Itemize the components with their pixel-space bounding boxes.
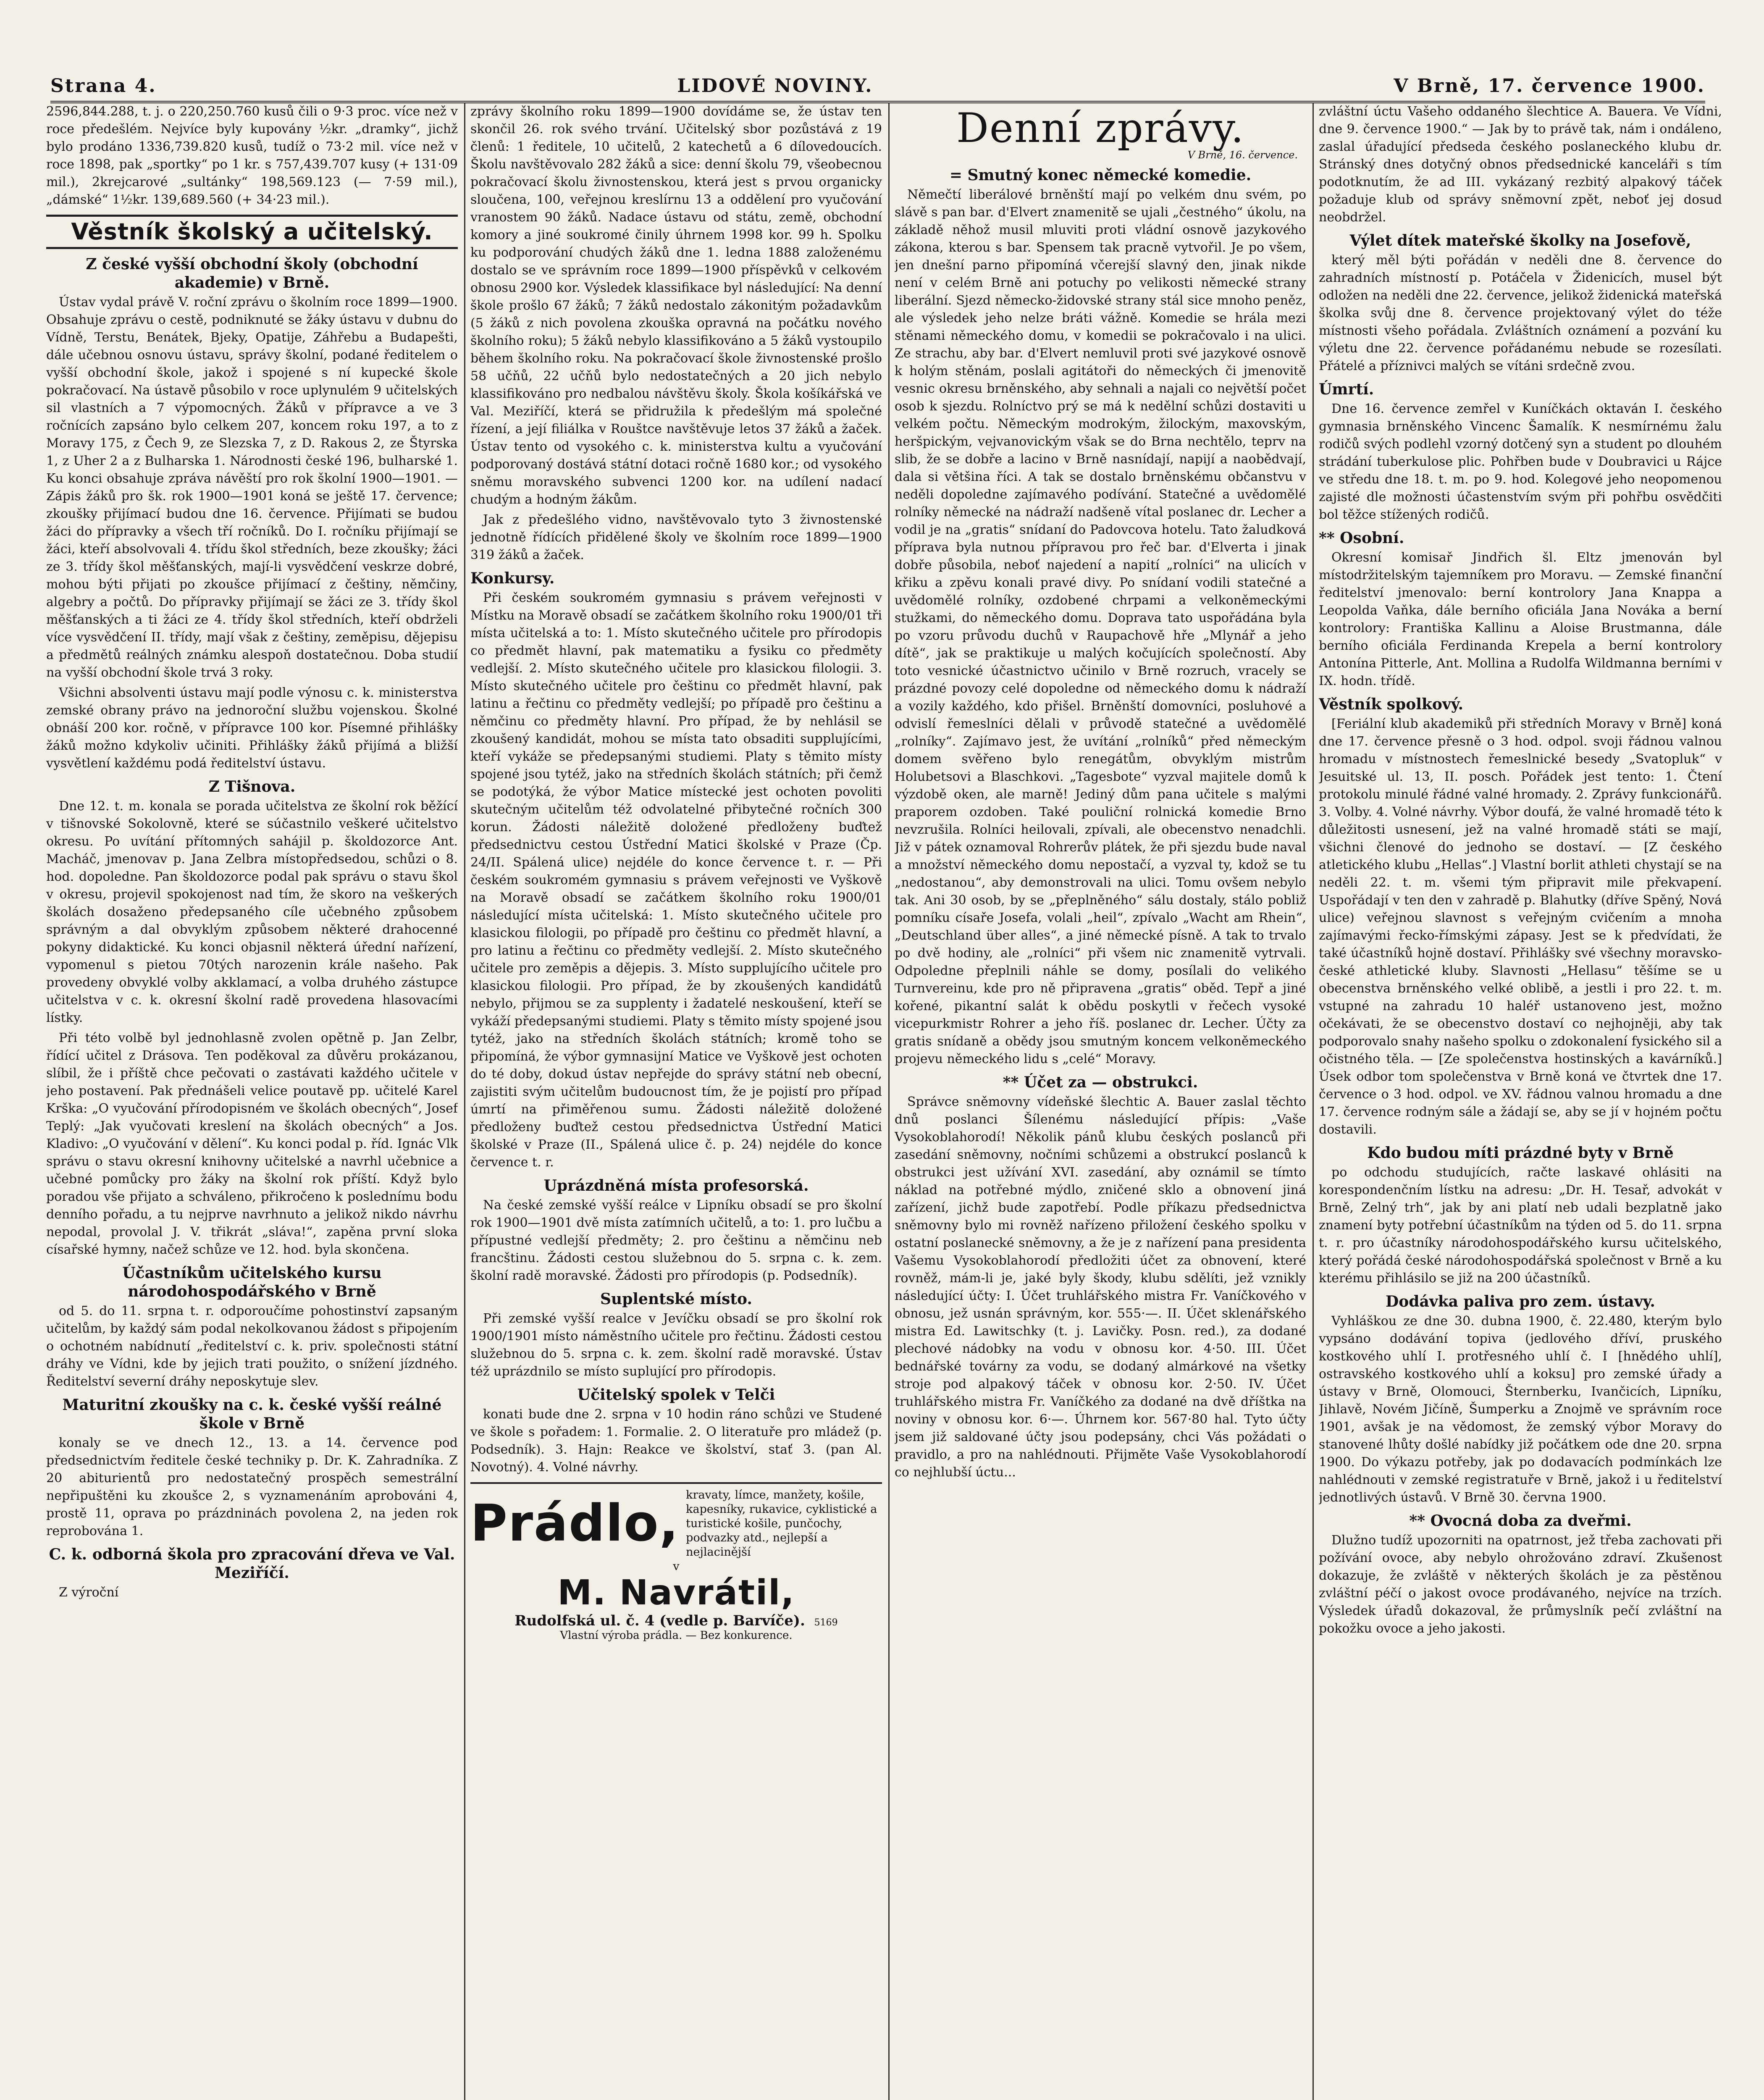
article-heading: Konkursy. bbox=[470, 570, 555, 587]
column-rule bbox=[464, 103, 465, 2100]
article-text: Němečtí liberálové brněnští mají po velkém dnu svém, po slávě s pan bar. d'Elvert znamenitě se ujali „čestného“ úkolu, na základě něhož musil mluviti proti vládní osnově jazykového zákona, kterou s bar. Spensem tak pracně vytvořil. Je po všem, jen dnešní parno připomíná včerejší slavný den, jinak nikde není v celém Brně ani potuchy po velikosti německé strany liberální. Sjezd německo-židovské strany stál sice mnoho peněz, ale výsledek jeho nelze bráti vážně. Komedie se hrála mezi stěnami německého domu, v komedii se pokračovalo i na ulici. Ze strachu, aby bar. d'Elvert nemluvil proti své jazykové osnově k holým stěnám, poslali agitátoři do německých či jmenovitě vesnic okresu brněnského, aby sehnali a najali co největší počet osob k sjezdu. Rolníctvo prý se má k nedělní schůzi dostaviti u velkém počtu. Německým modrokým, žilockým, maxovským, heršpickým, vejvanovickým však se do Brna nechtělo, teprv na slib, že se dobře a lacino v Brně nasnídají, napijí a naobědvají, dala si většina říci. A tak se dostalo brněnskému občanstvu v neděli dopoledne zajímavého podívání. Statečné a uvědomělé rolníky německé na nádraží nadšeně vítal poslanec dr. Lecher a vodil je na „gratis“ snídaní do Padovcova hotelu. Tato žaludková příprava byla nutnou přípravou pro řeč bar. d'Elverta i jinak dobře působila, neboť najedení a napití „rolníci“ na ulicích v křiku a zpěvu konali pravé divy. Po snídaní vodili statečné a uvědomělé rolníky, ozdobené chrpami a velkoněmeckými stužkami, do německého domu. Doprava tato uspořádána byla po vzoru průvodu duchů v Raupachově hře „Mlynář a jeho dítě“, jak se praktikuje u malých kočujících společností. Aby toto vesnické účastnictvo učinilo v Brně rozruch, vracely se prázdné povozy celé dopoledne od německého domu k nádraží a vozily každého, kdo přišel. Brněnští domovníci, posluhové a odvislí řemeslníci dělali v průvodě statečné a uvědomělé „rolníky“. Zajímavo jest, že uvítání „rolníků“ před německým domem svěřeno bylo renegátům, obvyklým mistrům Holubetsovi a Blaschkovi. „Tagesbote“ vyzval majitele domů k výzdobě oken, ale marně! Jediný dům pana učitele s malými praporem ozdoben. Také pouliční rolnická komedie Brno nevzrušila. Rolníci heilovali, zpívali, ale obecenstvo nenadchli. Již v pátek oznamoval Rohrerův plátek, že při sjezdu bude naval a množství německého domu nepostačí, a vyzval ty, kdož se tu „nedostanou“, aby demonstrovali na ulici. Tomu ovšem nebylo tak. Ani 30 osob, by se „přeplněného“ sálu dostaly, stálo pobliž pomníku císaře Josefa, volali „heil“, zpívalo „Wacht am Rhein“, „Deutschland über alles“, a jiné německé písně. A tak to trvalo po dvě hodiny, ale „rolníci“ při všem nic znamenitě vytrvali. Odpoledne přeplnili náhle se domy, posílali do velikého Turnvereinu, kde pro ně připravena „gratis“ oběd. Tepř a jiné kořené, pikantní salát k obědu poskytli v řečech vysoké vicepurkmistr Rohrer a jeho říš. poslanec dr. Lecher. Účty za gratis snídaně a obědy jsou smutným koncem velkoněmeckého projevu německého lidu s „celé“ Moravy. bbox=[895, 187, 1306, 1066]
article-text: zprávy školního roku 1899—1900 dovídáme se, že ústav ten skončil 26. rok svého trvání. Učitelský sbor pozůstává z 19 členů: 1 ředitele, 10 učitelů, 2 katechetů a 6 dílovedoucích. Školu navštěvovalo 282 žáků a sice: denní školu 79, všeobecnou pokračovací školu živnostenskou, která jest s prvou organicky sloučena, 100, veřejnou kreslírnu 13 a oddělení pro vyučování vranostem 90 žáků. Nadace ústavu od státu, země, obchodní komory a jiné soukromé činily úhrnem 1998 kor. 99 h. Spolku ku podporování chudých žáků dne 1. ledna 1888 založenému dostalo se ve správním roce 1899—1900 příspěvků v celkovém obnosu 2900 kor. Výsledek klassifikace byl následující: Na denní škole prošlo 67 žáků; 7 žáků nedostalo zákonitým požadavkům (5 žáků z nich povolena zkouška opravná na počátku nového školního roku); 5 žáků nebylo klassifikováno a 5 žáků vystoupilo během školního roku. Na pokračovací škole živnostenské prošlo 58 učňů, 22 učňů bylo nedostatečných a 20 jich nebylo klassifikováno pro nedbalou návštěvu školy. Škola košíkářská ve Val. Meziříčí, která se přidružila k předešlým má společné řízení, a její filiálka v Rouštce navštěvuje letos 37 žáků a žaček. Ústav tento od vysokého c. k. ministerstva kultu a vyučování podporovaný dostává státní dotaci ročně 1680 kor.; od vysokého sněmu moravského subvenci 1200 kor. na udílení nadací chudým a hodným žákům. bbox=[470, 104, 882, 507]
article-text: Vyhláškou ze dne 30. dubna 1900, č. 22.480, kterým bylo vypsáno dodávání topiva (jedlového dříví, pruského kostkového uhlí I. protřesného uhlí č. I [hnědého uhlí], ostravského kostkového uhlí a koksu] pro zemské úřady a ústavy v Brně, Olomouci, Šternberku, Ivančicích, Lipníku, Jihlavě, Novém Jičíně, Šumperku a Znojmě ve správním roce 1901, avšak je na vědomost, že zemský výbor Moravy do stanovené lhůty došlé nabídky již počátkem ode dne 20. srpna 1900. Do výkazu potřeby, jak po dodavacích podmínkách lze nahlédnouti v zemské registratuře v Brně, jakož i u ředitelství jednotlivých ústavů. V Brně 30. června 1900. bbox=[1319, 1314, 1722, 1505]
page-number: Strana 4. bbox=[50, 75, 157, 97]
article-text: Všichni absolventi ústavu mají podle výnosu c. k. ministerstva zemské obrany právo na jednoroční službu vojenskou. Školné obnáší 200 kor. ročně, v přípravce 100 kor. Písemné přihlášky žáků možno kdykoliv učiniti. Přihlášky žáků přijímá a bližší vysvětlení každému podá ředitelství ústavu. bbox=[46, 685, 458, 771]
article-text: Při českém soukromém gymnasiu s právem veřejnosti v Místku na Moravě obsadí se začátkem školního roku 1900/01 tři místa učitelská a to: 1. Místo skutečného učitele pro přírodopis co předmět hlavní, pak matematiku a fysiku co předměty vedlejší. 2. Místo skutečného učitele pro klasickou filologii. 3. Místo skutečného učitele pro češtinu co předmět hlavní, pak latinu a řečtinu co předměty vedlejší; po případě pro češtinu a němčinu co předměty hlavní. Pro případ, že by nehlásil se zkoušený kandidát, mohou se místa tato obsaditi supplujícími, kteří vykáže se předepsanými studiemi. Platy s těmito místy spojené jsou tytéž, jako na středních školách státních; při čemž se podotýká, že výbor Matice místecké jest ochoten povoliti skutečným učitelům též odvolatelné přibytečné ročních 300 korun. Žádosti náležitě doložené předloženy buďtež předsednictvu cestou Ústřední Matici školské v Praze (Čp. 24/II. Spálená ulice) nejdéle do konce července t. r. — Při českém soukromém gymnasiu s právem veřejnosti ve Vyškově na Moravě obsadí se začátkem školního roku 1900/01 následující místa učitelská: 1. Místo skutečného učitele pro klasickou filologii, po případě pro češtinu co předmět hlavní, a pro latinu a řečtinu co předměty vedlejší. 2. Místo skutečného učitele pro zeměpis a dějepis. 3. Místo supplujícího učitele pro klasickou filologii. Pro případ, že by zkoušených kandidátů nebylo, přijmou se za supplenty i žadatelé neskoušení, kteří se vykáží předepsanými studiemi. Platy s těmito místy spojené jsou tytéž, jako na středních školách státních; kromě toho se připomíná, že výbor gymnasijní Matice ve Vyškově jest ochoten do té doby, dokud ústav nepřejde do správy státní neb obecní, zajistiti svým učitelům budoucnost tím, že je pojistí pro případ úmrtí na přiměřenou sumu. Žádosti náležitě doložené předloženy buďtež cestou předsednictva Ústřední Matici školské v Praze (II., Spálená ulice č. p. 24) nejdéle do konce července t. r. bbox=[470, 591, 882, 1170]
article-heading: Suplentské místo. bbox=[600, 1290, 752, 1308]
article-heading: ** Účet za — obstrukci. bbox=[1003, 1074, 1198, 1091]
article-text: Okresní komisař Jindřich šl. Eltz jmenován byl místodržitelským tajemníkem pro Moravu. — Zemské finanční ředitelství jmenovalo: berní kontrolory Jana Knappa a Leopolda Vaňka, dále berního oficiála Jana Nováka a berní kontrolory: Františka Kallinu a Aloise Brustmanna, dále berního oficiála Ferdinanda Krepela a berní kontrolory Antonína Pitterle, Ant. Mollina a Rudolfa Wildmanna berními v IX. hodn. třídě. bbox=[1319, 550, 1722, 688]
ad-address bbox=[470, 1612, 882, 1629]
ad-connector: v bbox=[673, 1560, 680, 1573]
article-text: Dne 12. t. m. konala se porada učitelstva ze školní rok běžící v tišnovské Sokolovně, které se súčastnilo veškeré učitelstvo okresu. Po uvítání přítomných sahájil p. školdozorce Ant. Macháč, jmenovav p. Jana Zelbra místopředsedou, schůzi o 8. hod. dopoledne. Pan školdozorce podal pak správu o stavu škol v okresu, projevil spokojenost nad tím, že skoro na veškerých školách dosaženo předepsaného cíle učebného způsobem správným a dal obvyklým způsobem některé drahocenné pokyny didaktické. Ku konci objasnil některá úřední nařízení, vypomenul s pietou 70tých narozenin krále našeho. Pak provedeny obvyklé volby akklamací, a volba druhého zástupce učitelstva v c. k. okresní školní radě provedena hlasovacími lístky. bbox=[46, 799, 458, 1025]
ad-number: 5169 bbox=[814, 1617, 838, 1628]
ad-headline-row bbox=[470, 1488, 882, 1559]
article-text: Z výroční bbox=[59, 1585, 119, 1600]
dateline: V Brně, 16. července. bbox=[1187, 149, 1298, 161]
column-rule bbox=[888, 103, 890, 2100]
ad-headline: Prádlo, bbox=[470, 1494, 680, 1553]
advertisement bbox=[470, 1482, 882, 1642]
article-heading: Z české vyšší obchodní školy (obchodní akademie) v Brně. bbox=[86, 255, 418, 291]
issue-date: V Brně, 17. července 1900. bbox=[1394, 75, 1705, 97]
article-text: Správce sněmovny vídeňské šlechtic A. Bauer zaslal těchto dnů poslanci Šílenému následující přípis: „Vaše Vysokoblahorodí! Několik pánů klubu českých poslanců při zasedání sněmovny, nočními schůzemi a obstrukcí poslanců k obstrukci jest užívání XVI. zasedání, aby oznámil se tímto náklad na potřebné mýdlo, zničené sklo a obnovení jiná zařízení, jichž bude zapotřebí. Podle příkazu předsednictva sněmovny bylo mi rovněž nařízeno přiložení českého spolku v ostatní poslanecké sněmovny, a že je z nařízení pana presidenta Vašemu Vysokoblahorodí předložiti účet za obnovení, které rovněž, mám-li je, jaké byly škody, klubu sdělíti, jež vznikly následující účty: I. Účet truhlářského mistra Fr. Vaníčkového v obnosu, jež usnán správným, kor. 555·—. II. Účet sklenářského mistra Ed. Lawitschky (t. j. Lavičky. Posn. red.), za dodané plechové nádobky na vodu v obnosu kor. 4·50. III. Účet bednářské továrny za vodu, se dodaný almárkové na všetky stroje pod alpakový táček v obnosu kor. 2·50. IV. Účet truhlářského mistra Fr. Vaníčkého za dodané na dvě dříštka na noviny v obnosu kor. 6·—. Úhrnem kor. 567·80 hal. Tyto účty jsem již saldované účty jsou podepsány, chci Vás požádati o pravidlo, a pro na nahlédnouti. Přijměte Vaše Vysokoblahorodí co nejhlubší úctu... bbox=[895, 1095, 1306, 1480]
ad-address-text: Rudolfská ul. č. 4 (vedle p. Barvíče). bbox=[514, 1612, 805, 1629]
article-heading: ** Osobní. bbox=[1319, 529, 1404, 547]
article-heading: Účastníkům učitelského kursu národohospodářského v Brně bbox=[122, 1264, 382, 1300]
article-heading: = Smutný konec německé komedie. bbox=[949, 166, 1252, 184]
article-text: [Feriální klub akademiků při středních Moravy v Brně] koná dne 17. července přesně o 3 hod. odpol. svoji řádnou valnou hromadu v místnostech řemeslnické besedy „Svatopluk“ v Jesuitské ul. 13, II. posch. Pořádek jest tento: 1. Čtení protokolu minulé řádné valné hromady. 2. Zprávy funkcionářů. 3. Volby. 4. Volné návrhy. Výbor doufá, že valné hromadě této k důležitosti usnesení, jež na valné hromadě státi se mají, všichni členové do jednoho se dostaví. — [Z českého atletického klubu „Hellas“.] Vlastní borlit athleti chystají se na neděli 22. t. m. všemi tým připravit mile překvapení. Uspořádají v ten den v zahradě p. Blahutky (dříve Spěný, Nová ulice) veřejnou slavnost s veřejným cvičením a mnoha zajímavými řecko-římskými zápasy. Jest se k předvídati, že také účastníků hojně dostaví. Přihlášky své všechny moravsko-české athletické kluby. Slavnosti „Hellasu“ těšíme se u obecenstva brněnského velké oblibě, a jestli i pro 22. t. m. vstupné na zahradu 10 haléř ustanoveno jest, možno očekávati, že se obecenstvo dostaví co nejhojněji, aby tak podporovalo snahy našeho spolku o zdokonalení fysického sil a očistného těla. — [Ze společenstva hostinských a kavárníků.] Úsek odbor tom společenstva v Brně koná ve čtvrtek dne 17. července o 3 hod. odpol. ve XV. řádnou valnou hromadu a dne 17. července rodným sále a žádají se, aby se jí v hojném počtu dostavili. bbox=[1319, 717, 1722, 1137]
article-text: zvláštní úctu Vašeho oddaného šlechtice A. Bauera. Ve Vídni, dne 9. července 1900.“ — Jak by to právě tak, nám i ondáleno, zaslal úřadující předseda českého poslaneckého klubu dr. Stránský dnes dotyčný obnos předsednické kanceláři s tím podotknutím, že ad III. vykázaný rezbitý alpakový táček požaduje klub od správy sněmovní zpět, neboť jej dosud neobdržel. bbox=[1319, 104, 1722, 225]
article-heading: Učitelský spolek v Telči bbox=[577, 1386, 775, 1404]
section-title: Denní zprávy. bbox=[956, 105, 1245, 152]
article-heading: Dodávka paliva pro zem. ústavy. bbox=[1386, 1293, 1655, 1310]
column-4 bbox=[1319, 103, 1722, 2100]
article-text: Jak z předešlého vidno, navštěvovalo tyto 3 živnostenské jednotně řídících přidělené školy ve školním roce 1899—1900 319 žáků a žaček. bbox=[470, 512, 882, 562]
article-text: 2596,844.288, t. j. o 220,250.760 kusů čili o 9·3 proc. více než v roce předešlém. Nejvíce byly kupovány ½kr. „dramky“, jichž bylo prodáno 1336,739.820 kusů, tudíž o 73·2 mil. více než v roce 1898, pak „sportky“ po 1 kr. s 757,439.707 kusy (+ 131·09 mil.), 2krejcarové „sultánky“ 198,569.123 (— 7·59 mil.), „dámské“ 1½kr. 139,689.560 (+ 34·23 mil.). bbox=[46, 104, 458, 207]
newspaper-title: LIDOVÉ NOVINY. bbox=[677, 75, 873, 97]
article-heading: ** Ovocná doba za dveřmi. bbox=[1409, 1512, 1632, 1530]
article-text: který měl býti pořádán v neděli dne 8. července do zahradních místností p. Potáčela v Židenicích, musel být odložen na neděli dne 22. července, jelikož židenická mateřská školka svůj dne 8. července projektovaný výlet do téže místnosti všeho pořádala. Zvláštních oznámení a pozvání ku výletu dne 22. července pořádanému nebude se rozesílati. Přátelé a příznivci malých se vítáni srdečně zvou. bbox=[1319, 253, 1722, 373]
article-text: po odchodu studujících, račte laskavé ohlásiti na korespondenčním lístku na adresu: „Dr. H. Tesař, advokát v Brně, Zelný trh“, jak by ani platí neb udali bezplatně jako znamení byty potřební účastníkům na týden od 5. do 11. srpna t. r. pro účastníky národohospodářského kursu učitelského, který pořádá české národohospodářská společnost v Brně a ku kterému přihlásilo se již na 200 účastníků. bbox=[1319, 1165, 1722, 1286]
article-text: konaly se ve dnech 12., 13. a 14. července pod předsednictvím ředitele české techniky p. Dr. K. Zahradníka. Z 20 abiturientů pro nedostatečný prospěch semestrální nepřipuštěni ku zkoušce 2, s vyznamenáním aprobováni 4, prostě 11, oprava po prázdninách povolena 2, na jeden rok reprobována 1. bbox=[46, 1436, 458, 1538]
column-1 bbox=[46, 103, 458, 2100]
article-heading: Kdo budou míti prázdné byty v Brně bbox=[1367, 1144, 1674, 1162]
article-text: Ústav vydal právě V. roční zprávu o školním roce 1899—1900. Obsahuje zprávu o cestě, podniknuté se žáky ústavu v dubnu do Vídně, Terstu, Benátek, Bjeky, Opatije, Záhřebu a Budapešti, dále učebnou osnovu ústavu, správy školní, podané ředitelem o vyšší obchodní škole, jakož i spojené s ní kupecké škole pokračovací. Na ústavě působilo v roce uplynulém 9 učitelských sil vlastních a 7 výpomocných. Žáků v přípravce a ve 3 ročnících zapsáno bylo celkem 207, koncem roku 197, a to z Moravy 175, z Čech 9, ze Slezska 7, z D. Rakous 2, ze Štyrska 1, z Uher 2 a z Bulharska 1. Národnosti české 196, bulharské 1. Ku konci obsahuje zpráva návěští pro rok školní 1900—1901. — Zápis žáků pro šk. rok 1900—1901 koná se ještě 17. července; zkoušky přijímací budou dne 16. července. Přijímati se budou žáci do přípravky a všech tří ročníků. Do I. ročníku přijímají se žáci, kteří absolvovali 4. třídu škol středních, beze zkoušky; žáci ze 3. třídy škol měšťanských, mají-li vysvědčení veskrze dobré, mohou býti přijati po zkoušce přijímací z češtiny, němčiny, algebry a počtů. Do přípravky přijímají se žáci ze 3. třídy škol měšťanských a ti žáci ze 4. třídy škol středních, kteří obdrželi více vysvědčení II. třídy, mají však z češtiny, zeměpisu, dějepisu a předmětů reálných známku alespoň dostatečnou. Doba studií na vyšší obchodní škole trvá 3 roky. bbox=[46, 295, 458, 680]
ad-footer: Vlastní výroba prádla. — Bez konkurence. bbox=[560, 1629, 793, 1642]
ad-merchant-name: M. Navrátil, bbox=[557, 1573, 795, 1613]
article-text: Na české zemské vyšší reálce v Lipníku obsadí se pro školní rok 1900—1901 dvě místa zatímních učitelů, a to: 1. pro lučbu a přípustné vedlejší předměty; 2. pro češtinu a němčinu neb francštinu. Žádosti cestou služebnou do 5. srpna c. k. zem. školní radě moravské. Žádosti pro přírodopis (p. Podsedník). bbox=[470, 1198, 882, 1283]
ad-description: kravaty, límce, manžety, košile, kapesníky, rukavice, cyklistické a turistické košile, punčochy, podvazky atd., nejlepší a nejlacinější bbox=[686, 1488, 877, 1559]
article-text: Při této volbě byl jednohlasně zvolen opětně p. Jan Zelbr, řídící učitel z Drásova. Ten poděkoval za důvěru prokázanou, slíbil, že i příště chce pečovati o zastávati každého učitele v jeho postavení. Pak přednášeli velice poutavě pp. učitelé Karel Krška: „O vyučování přírodopisném ve školách obecných“, Josef Teplý: „Jak vyučovati kreslení na školách obecných“ a Jos. Kladivo: „O vyučování v dělení“. Ku konci podal p. říd. Ignác Vlk správu o stavu okresní knihovny učitelské a navrhl učebnice a učebné pomůcky pro žáky na školní rok příští. Když bylo poradou vše přijato a schváleno, přikročeno k poslednímu bodu denního pořadu, a tu nejprve navrhnuto a jelikož nikdo návrhu nepodal, provolal J. V. třikrát „sláva!“, zapěna první sloka císařské hymny, načež schůze ve 12. hod. byla skončena. bbox=[46, 1031, 458, 1257]
article-heading: Výlet dítek mateřské školky na Josefově, bbox=[1349, 232, 1691, 249]
article-text: Při zemské vyšší realce v Jevíčku obsadí se pro školní rok 1900/1901 místo náměstního učitele pro řečtinu. Žádosti cestou služebnou do 5. srpna c. k. zem. školní radě moravské. Ústav též uprázdnilo se místo suplující pro přírodopis. bbox=[470, 1311, 882, 1379]
column-3 bbox=[895, 103, 1306, 2100]
article-text: Dlužno tudíž upozorniti na opatrnost, jež třeba zachovati při požívání ovoce, aby nebylo ohrožováno zdraví. Zkušenost dokazuje, že zvláště v některých školách je za pěstěnou zvláštní péčí o jakost ovoce prodávaného, nejvíce na trzích. Výsledek úřadů dokazoval, že průmyslník pečí zvláštní na pokožku ovoce a jeho jakosti. bbox=[1319, 1533, 1722, 1636]
article-text: od 5. do 11. srpna t. r. odporoučíme pohostinství zapsaným učitelům, by každý sám podal nekolkovanou žádost s připojením o ochotném nabídnutí „ředitelství c. k. priv. společnosti státní dráhy ve Vídni, kde by jejich trati použito, o snížení jízdného. Ředitelství severní dráhy neposkytuje slev. bbox=[46, 1304, 458, 1389]
article-heading: Úmrtí. bbox=[1319, 381, 1374, 398]
column-2 bbox=[470, 103, 882, 2100]
article-heading: C. k. odborná škola pro zpracování dřeva ve Val. Meziříčí. bbox=[49, 1546, 455, 1582]
column-rule bbox=[1312, 103, 1314, 2100]
article-heading: Uprázdněná místa profesorská. bbox=[543, 1177, 809, 1194]
section-heading: Věstník školský a učitelský. bbox=[46, 215, 458, 249]
page-header bbox=[50, 63, 1705, 103]
article-text: konati bude dne 2. srpna v 10 hodin ráno schůzi ve Studené ve škole s pořadem: 1. Formalie. 2. O literatuře pro mládež (p. Podsedník). 3. Hajn: Reakce ve školství, stať 3. (pan Al. Novotný). 4. Volné návrhy. bbox=[470, 1407, 882, 1475]
article-heading: Maturitní zkoušky na c. k. české vyšší reálné škole v Brně bbox=[62, 1396, 442, 1432]
article-heading: Z Tišnova. bbox=[208, 778, 296, 795]
article-heading: Věstník spolkový. bbox=[1319, 696, 1464, 713]
article-text: Dne 16. července zemřel v Kuníčkách oktaván I. českého gymnasia brněnského Vincenc Šamalík. K nesmírnému žalu rodičů svých podlehl vzorný dotčený syn a student po dlouhém strádání tuberkulose plic. Pohřben bude v Doubravici u Rájce ve středu dne 18. t. m. po 9. hod. Kolegové jeho neopomenou zajisté dle možnosti účastenstvím svým při pohřbu osvědčiti bol těžce stížených rodičů. bbox=[1319, 402, 1722, 522]
